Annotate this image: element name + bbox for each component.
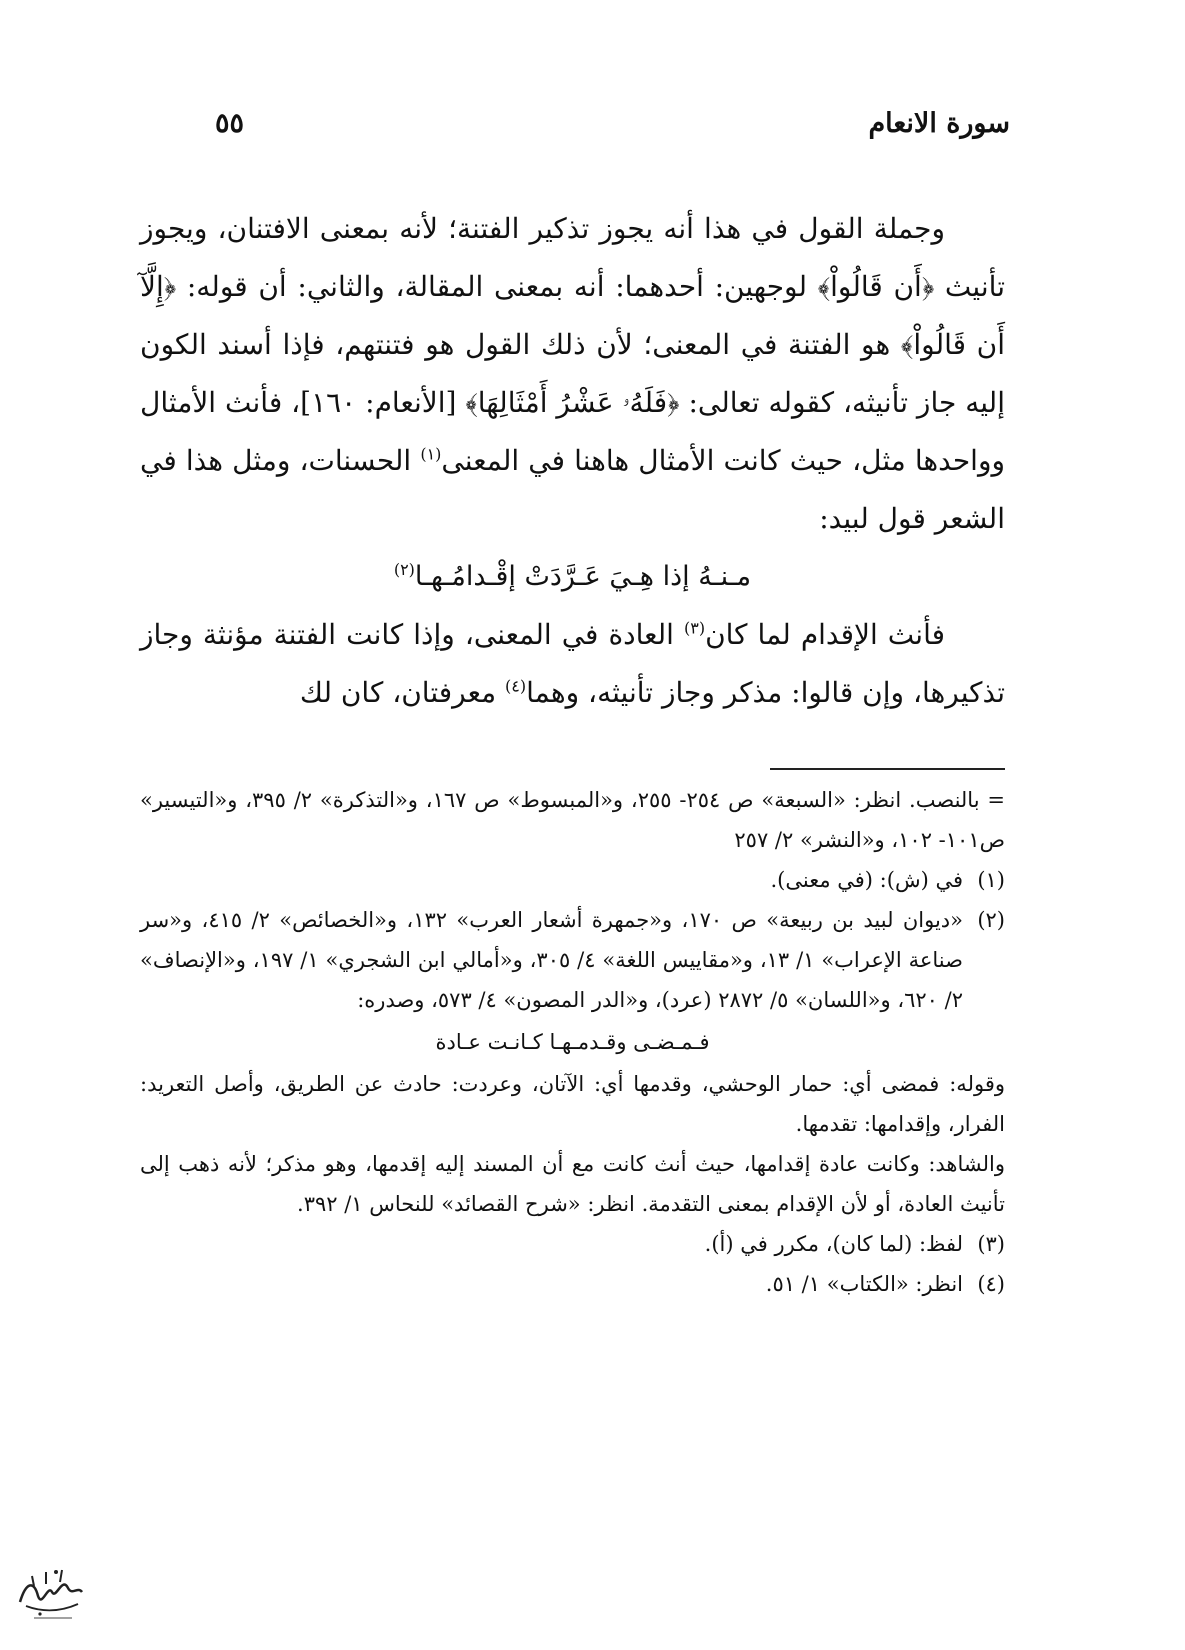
footnote-2-text: «ديوان لبيد بن ربيعة» ص ١٧٠، و«جمهرة أشعار العرب» ١٣٢، و«الخصائص» ٢/ ٤١٥، و«سر صناعة الإعراب» ١/ ١٣، و«مقاييس اللغة» ٤/ ٣٠٥، و«أمالي ابن الشجري» ١/ ١٩٧، و«الإنصاف» ٢/ ٦٢٠، و«اللسان» ٥/ ٢٨٧٢ (عرد)، و«الدر المصون» ٤/ ٥٧٣، وصدره: <box>140 908 963 1012</box>
poem-verse <box>140 548 1005 606</box>
footnotes <box>140 780 1005 1304</box>
footnote-1-number: (١) <box>977 868 1005 892</box>
surah-title: سورة الانعام <box>868 108 1010 139</box>
footnote-ref-4: (٤) <box>505 676 527 696</box>
verse-text: مـنـهُ إذا هِـيَ عَـرَّدَتْ إقْـدامُـهـا <box>414 561 752 592</box>
paragraph-1-end: الحسنات، ومثل هذا في الشعر قول لبيد: <box>140 444 1005 535</box>
paragraph-2 <box>140 606 1005 722</box>
page-header <box>215 108 1010 158</box>
paragraph-2-b: العادة في المعنى، وإذا كانت الفتنة مؤنثة وجاز تذكيرها، وإن قالوا: مذكر وجاز تأنيثه، وهما <box>140 618 1005 709</box>
footnote-separator <box>770 768 1005 770</box>
paragraph-1-text: وجملة القول في هذا أنه يجوز تذكير الفتنة؛ لأنه بمعنى الافتنان، ويجوز تأنيث ﴿أَن قَالُواْ﴾ لوجهين: أحدهما: أنه بمعنى المقالة، والثاني: أن قوله: ﴿إِلَّآ أَن قَالُواْ﴾ هو الفتنة في المعنى؛ لأن ذلك القول هو فتنتهم، فإذا أسند الكون إليه جاز تأنيثه، كقوله تعالى: ﴿فَلَهُۥ عَشْرُ أَمْثَالِهَا﴾ [الأنعام: ١٦٠]، فأنث الأمثال وواحدها مثل، حيث كانت الأمثال هاهنا في المعنى <box>140 212 1005 477</box>
footnote-2-explanation-2: والشاهد: وكانت عادة إقدامها، حيث أنث كانت مع أن المسند إليه إقدمها، وهو مذكر؛ لأنه ذهب إلى تأنيث العادة، أو لأن الإقدام بمعنى التقدمة. انظر: «شرح القصائد» للنحاس ١/ ٣٩٢. <box>140 1152 1005 1216</box>
page-number: ٥٥ <box>215 108 245 139</box>
footnote-2-number: (٢) <box>977 908 1005 932</box>
footnote-3-number: (٣) <box>977 1232 1005 1256</box>
footnote-2-poem: فـمـضـى وقـدمـهـا كـانـت عـادة <box>435 1030 710 1054</box>
footnote-ref-1: (١) <box>420 444 442 464</box>
footnote-continuation: = بالنصب. انظر: «السبعة» ص ٢٥٤- ٢٥٥، و«المبسوط» ص ١٦٧، و«التذكرة» ٢/ ٣٩٥، و«التيسير» ص١٠١- ١٠٢، و«النشر» ٢/ ٢٥٧ <box>140 788 1005 852</box>
paragraph-2-a: فأنث الإقدام لما كان <box>705 618 945 651</box>
calligraphy-logo <box>12 1562 87 1622</box>
footnote-4-text: انظر: «الكتاب» ١/ ٥١. <box>765 1272 963 1296</box>
footnote-2-explanation-1: وقوله: فمضى أي: حمار الوحشي، وقدمها أي: الآتان، وعردت: حادث عن الطريق، وأصل التعريد: الفرار، وإقدامها: تقدمها. <box>140 1072 1005 1136</box>
main-text <box>140 200 1005 722</box>
footnote-3 <box>140 1224 1005 1264</box>
footnote-ref-3: (٣) <box>683 618 706 638</box>
footnote-2 <box>140 900 1005 1020</box>
footnote-1 <box>140 860 1005 900</box>
paragraph-1 <box>140 200 1005 548</box>
footnote-1-text: في (ش): (في معنى). <box>770 868 963 892</box>
paragraph-2-c: معرفتان، كان لك <box>299 676 506 709</box>
footnote-3-text: لفظ: (لما كان)، مكرر في (أ). <box>704 1232 963 1256</box>
footnote-ref-2: (٢) <box>393 560 415 579</box>
footnote-4 <box>140 1264 1005 1304</box>
footnote-4-number: (٤) <box>977 1272 1005 1296</box>
